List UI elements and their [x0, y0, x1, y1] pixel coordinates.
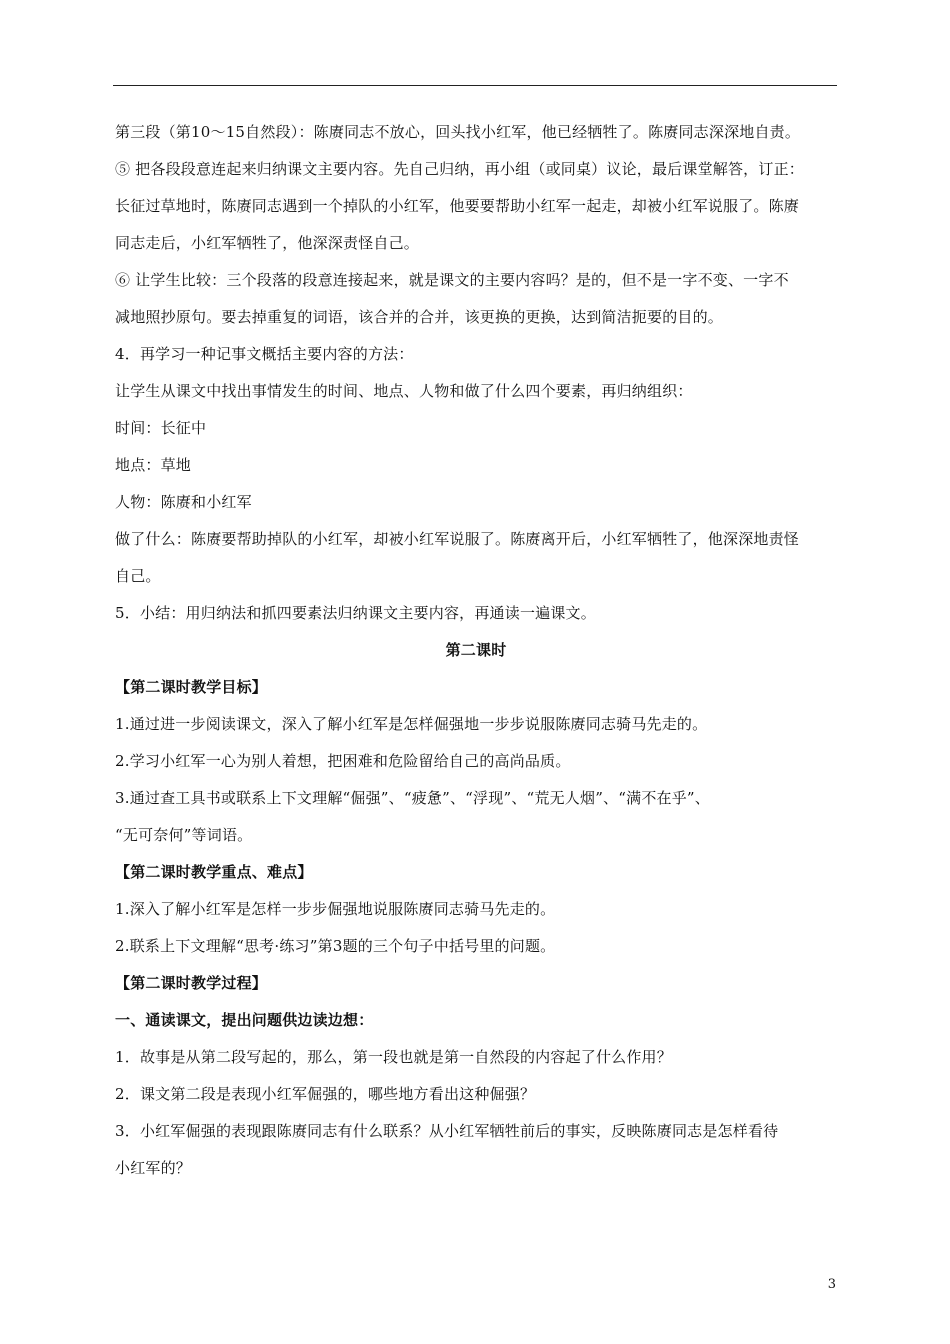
page-number: 3 — [827, 1277, 836, 1292]
paragraph-line: 5．小结：用归纳法和抓四要素法归纳课文主要内容，再通读一遍课文。 — [115, 604, 596, 622]
paragraph-line: 人物：陈赓和小红军 — [115, 493, 252, 511]
paragraph-line: 2.学习小红军一心为别人着想，把困难和危险留给自己的高尚品质。 — [115, 752, 571, 770]
section-title: 第二课时 — [445, 641, 507, 659]
paragraph-line: 做了什么：陈赓要帮助掉队的小红军，却被小红军说服了。陈赓离开后，小红军牺牲了，他深深地责怪 — [115, 530, 800, 548]
section-heading: 【第二课时教学重点、难点】 — [115, 863, 313, 881]
paragraph-line: 地点：草地 — [115, 456, 192, 474]
paragraph-line: 长征过草地时，陈赓同志遇到一个掉队的小红军，他要要帮助小红军一起走，却被小红军说服了。陈赓 — [115, 197, 800, 215]
paragraph-line: 2.联系上下文理解“思考·练习”第3题的三个句子中括号里的问题。 — [115, 937, 556, 955]
section-heading: 【第二课时教学目标】 — [115, 678, 268, 696]
subsection-heading: 一、通读课文，提出问题供边读边想： — [115, 1011, 374, 1029]
paragraph-line: 1.通过进一步阅读课文，深入了解小红军是怎样倔强地一步步说服陈赓同志骑马先走的。 — [115, 715, 708, 733]
paragraph-line: 1.深入了解小红军是怎样一步步倔强地说服陈赓同志骑马先走的。 — [115, 900, 556, 918]
paragraph-line: 自己。 — [115, 567, 161, 585]
paragraph-line: 1．故事是从第二段写起的，那么，第一段也就是第一自然段的内容起了什么作用？ — [115, 1048, 672, 1066]
paragraph-line: 4．再学习一种记事文概括主要内容的方法： — [115, 345, 414, 363]
document-body — [115, 122, 837, 1195]
paragraph-line: 3.通过查工具书或联系上下文理解“倔强”、“疲惫”、“浮现”、“荒无人烟”、“满不在乎”、 — [115, 789, 710, 807]
paragraph-line: 同志走后，小红军牺牲了，他深深责怪自己。 — [115, 234, 420, 252]
paragraph-line: 让学生从课文中找出事情发生的时间、地点、人物和做了什么四个要素，再归纳组织： — [115, 382, 693, 400]
section-heading: 【第二课时教学过程】 — [115, 974, 268, 992]
paragraph-line: 2．课文第二段是表现小红军倔强的，哪些地方看出这种倔强？ — [115, 1085, 536, 1103]
paragraph-line: ⑤ 把各段段意连起来归纳课文主要内容。先自己归纳，再小组（或同桌）议论，最后课堂解答，订正： — [115, 160, 804, 178]
paragraph-line: ⑥ 让学生比较：三个段落的段意连接起来，就是课文的主要内容吗？是的，但不是一字不变、一字不 — [115, 271, 789, 289]
paragraph-line: 第三段（第10～15自然段）：陈赓同志不放心，回头找小红军，他已经牺牲了。陈赓同志深深地自责。 — [115, 123, 801, 141]
paragraph-line: 3．小红军倔强的表现跟陈赓同志有什么联系？从小红军牺牲前后的事实，反映陈赓同志是怎样看待 — [115, 1122, 779, 1140]
paragraph-line: 减地照抄原句。要去掉重复的词语，该合并的合并，该更换的更换，达到简洁扼要的目的。 — [115, 308, 724, 326]
paragraph-line: 时间：长征中 — [115, 419, 207, 437]
paragraph-line: “无可奈何”等词语。 — [115, 826, 253, 844]
paragraph-line: 小红军的？ — [115, 1159, 192, 1177]
header-rule — [113, 85, 837, 86]
